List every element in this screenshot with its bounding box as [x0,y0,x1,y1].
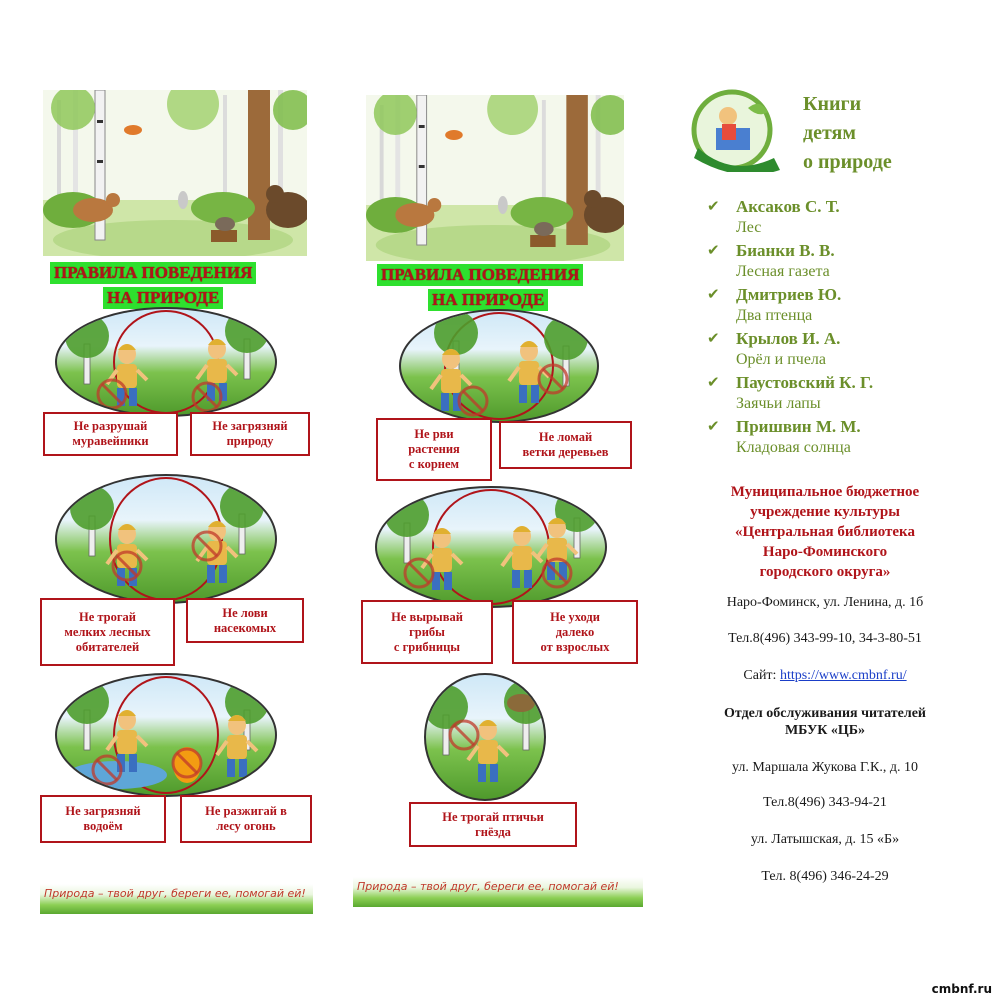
rule-water: Не загрязняй водоём [40,795,166,843]
books-title-line: детям [803,122,856,144]
organization-name: Муниципальное бюджетное учреждение культуры «Центральная библиотека Наро-Фоминского городского округа» [730,484,920,580]
check-icon: ✔ [707,373,720,391]
footer-slogan: Природа – твой друг, береги ее, помогай ей! [357,880,619,893]
prohibition-sign-icon [405,559,433,587]
child-icon [468,720,508,782]
rule-anthills: Не разрушай муравейники [43,412,178,456]
illustration-oval-2 [55,474,277,604]
address-2: ул. Маршала Жукова Г.К., д. 10 [732,760,918,775]
panel-title-line-2: НА ПРИРОДЕ [103,287,223,309]
site-link[interactable]: https://www.cmbnf.ru/ [779,668,907,683]
rule-nests: Не трогай птичьи гнёзда [409,802,577,847]
forest-scene-middle [366,95,624,261]
panel-title-line-2: НА ПРИРОДЕ [428,289,548,311]
footer-slogan: Природа – твой друг, береги ее, помогай ей! [44,887,306,900]
illustration-oval-4 [399,309,599,423]
books-title [803,90,892,177]
check-icon: ✔ [707,197,720,215]
book-title: Орёл и пчела [736,351,826,368]
child-icon [431,349,471,411]
book-title: Кладовая солнца [736,439,851,456]
forest-scene-icon [366,95,624,261]
check-icon: ✔ [707,285,720,303]
book-title: Лес [736,219,762,236]
footer-strip-middle [353,877,643,907]
list-item [705,372,965,416]
forest-scene-left [43,90,307,256]
panel-title-line-1: ПРАВИЛА ПОВЕДЕНИЯ [50,262,256,284]
site-line [690,668,960,684]
child-icon [107,524,147,586]
book-list [705,196,965,460]
footer-strip-left [40,884,313,914]
department-name: Отдел обслуживания читателей МБУК «ЦБ» [724,706,926,738]
books-title-line: о природе [803,151,892,173]
list-item [705,196,965,240]
book-title: Два птенца [736,307,813,324]
list-item [705,416,965,460]
illustration-oval-6 [424,673,546,801]
illustration-oval-3 [55,673,277,797]
list-item [705,240,965,284]
child-icon [217,715,257,777]
site-label: Сайт: [743,668,777,683]
check-icon: ✔ [707,241,720,259]
list-item [705,328,965,372]
illustration-oval-5 [375,486,607,608]
book-author: Пришвин М. М. [736,417,861,436]
book-author: Дмитриев Ю. [736,285,842,304]
panel-title-line-1: ПРАВИЛА ПОВЕДЕНИЯ [377,264,583,286]
rule-no-littering: Не загрязняй природу [190,412,310,456]
prohibition-sign-icon [450,721,478,749]
book-title: Лесная газета [736,263,830,280]
list-item [705,284,965,328]
rule-insects: Не лови насекомых [186,598,304,643]
rule-branches: Не ломай ветки деревьев [499,421,632,469]
book-author: Паустовский К. Г. [736,373,874,392]
rule-mushrooms: Не вырывай грибы с грибницы [361,600,493,664]
forest-scene-icon [43,90,307,256]
prohibition-sign-icon [459,387,487,415]
rule-fire: Не разжигай в лесу огонь [180,795,312,843]
nest-icon [507,694,535,712]
illustration-oval-1 [55,307,277,417]
rule-roots: Не рви растения с корнем [376,418,492,481]
library-logo-icon [688,88,786,172]
watermark: cmbnf.ru [931,982,992,996]
phone-2: Тел.8(496) 343-94-21 [763,795,887,810]
rule-adults: Не уходи далеко от взрослых [512,600,638,664]
book-title: Заячьи лапы [736,395,821,412]
books-title-line: Книги [803,93,862,115]
child-icon [509,341,549,403]
child-icon [197,521,237,583]
phone-main: Тел.8(496) 343-99-10, 34-3-80-51 [728,631,922,646]
check-icon: ✔ [707,417,720,435]
address-3: ул. Латышская, д. 15 «Б» [750,832,900,847]
check-icon: ✔ [707,329,720,347]
book-author: Аксаков С. Т. [736,197,840,216]
rule-small-animals: Не трогай мелких лесных обитателей [40,598,175,666]
book-author: Бианки В. В. [736,241,835,260]
address-main: Наро-Фоминск, ул. Ленина, д. 1б [726,595,924,610]
book-author: Крылов И. А. [736,329,841,348]
phone-3: Тел. 8(496) 346-24-29 [761,869,889,884]
